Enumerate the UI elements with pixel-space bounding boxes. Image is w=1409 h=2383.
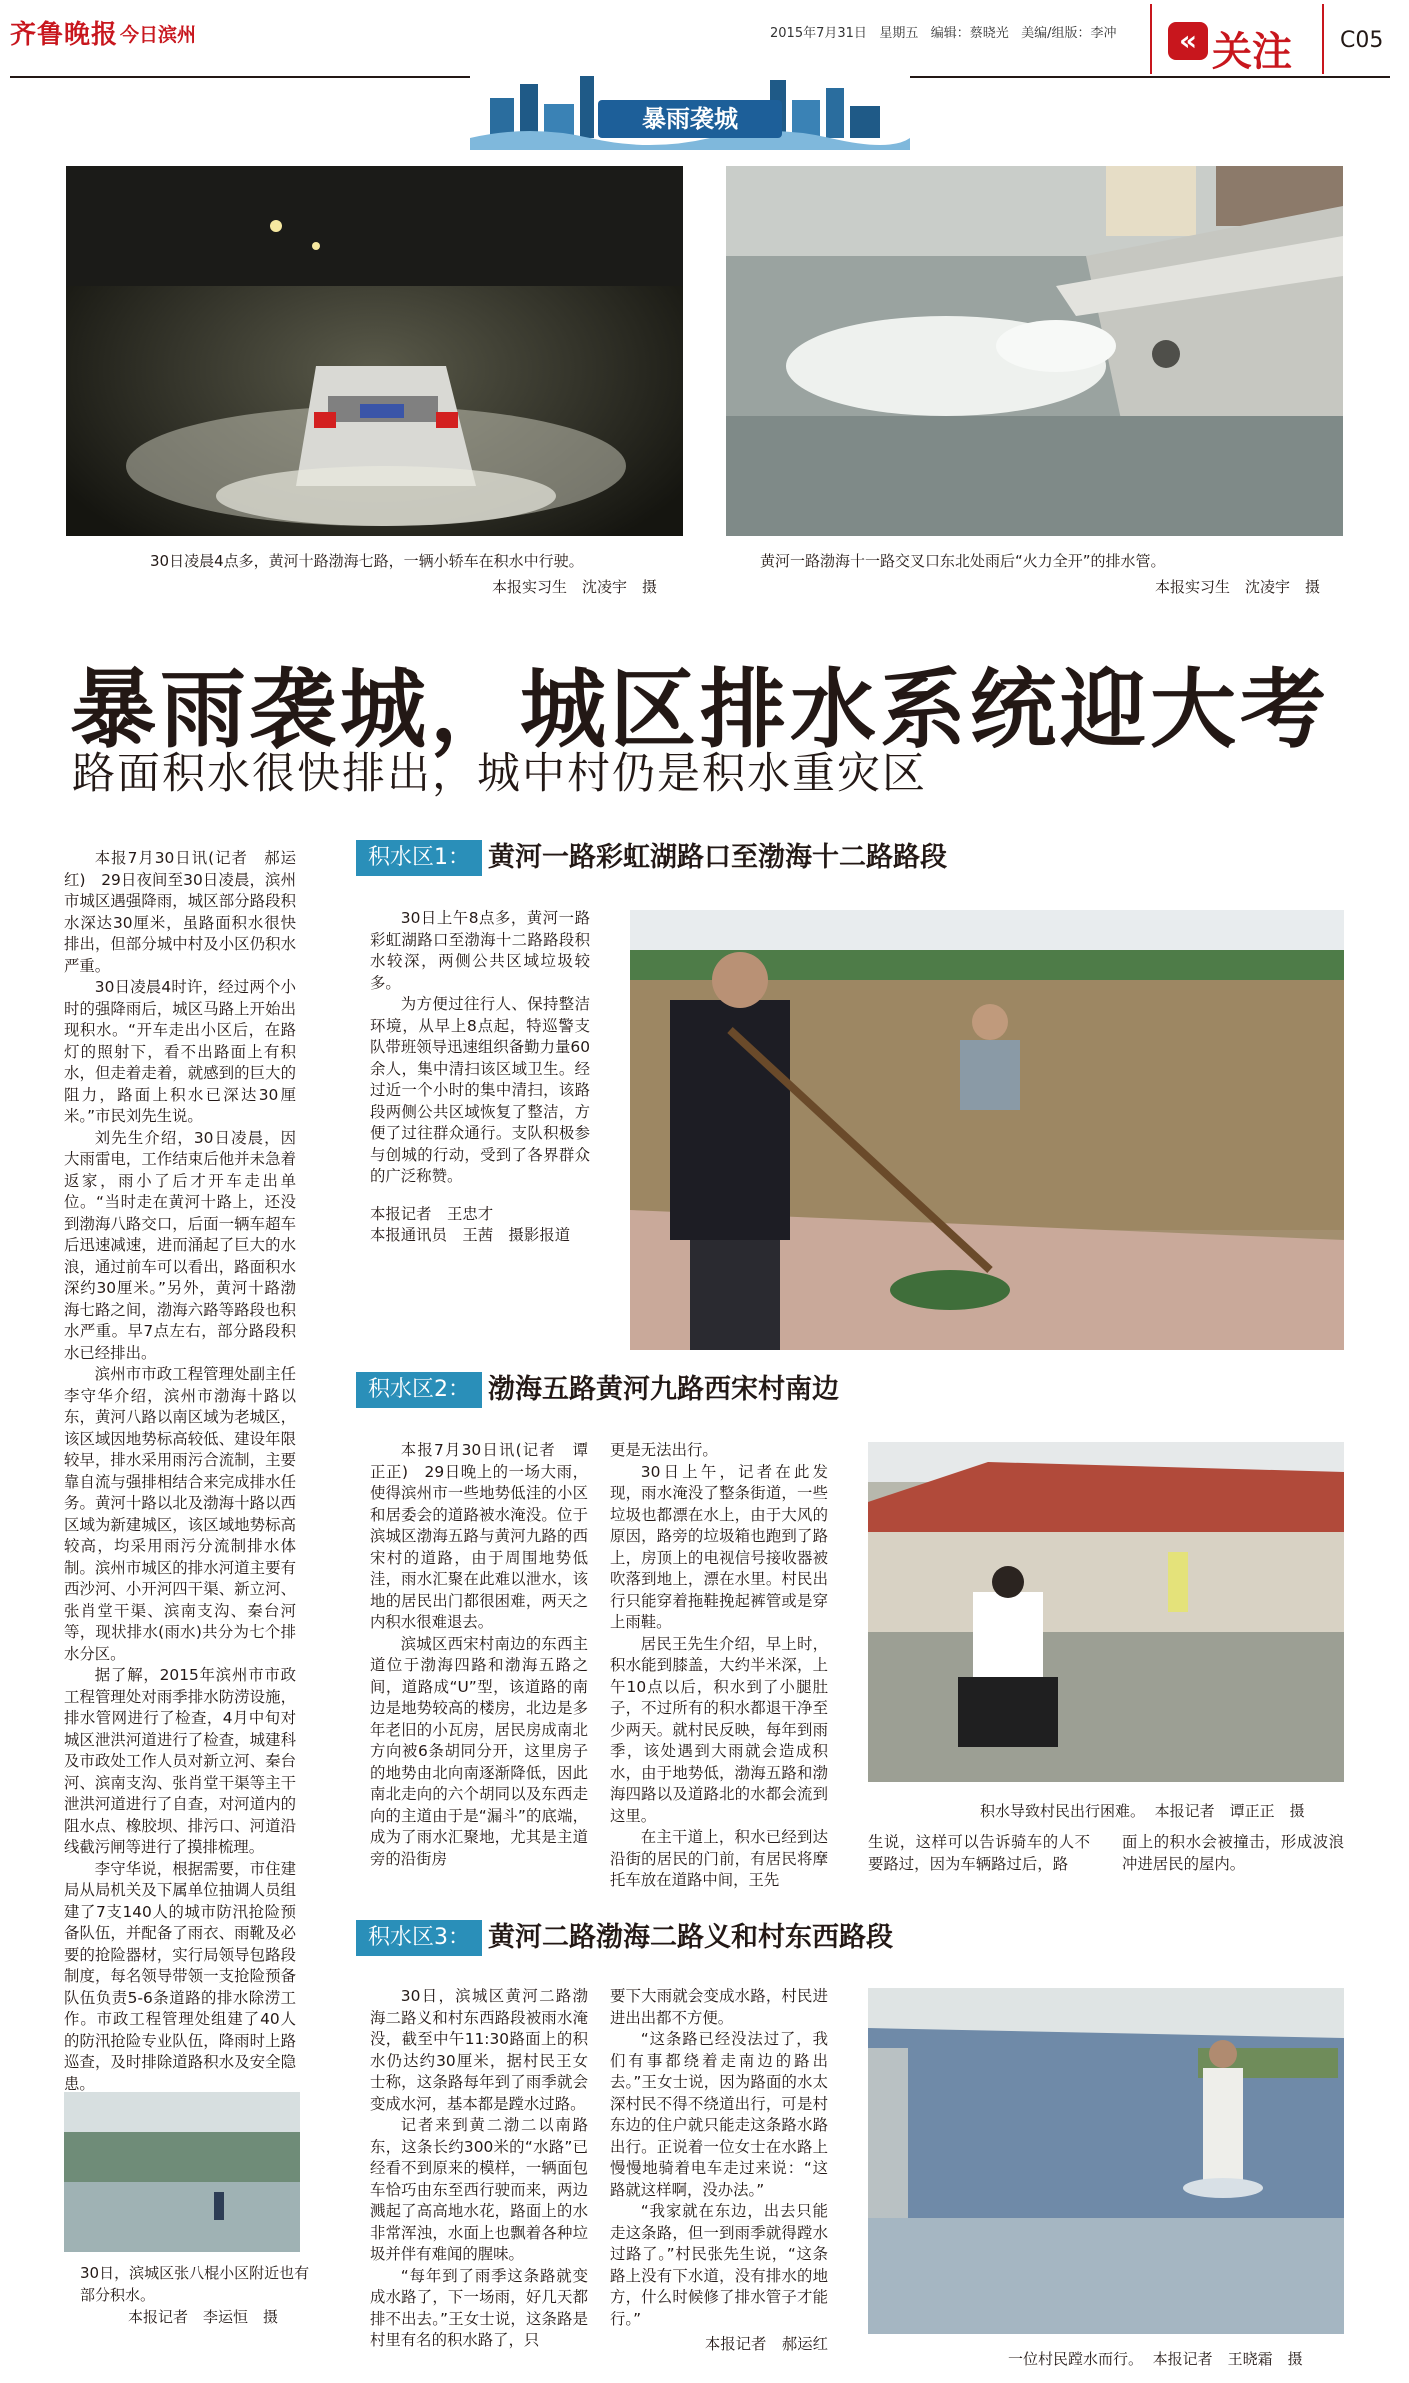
drain-pipe-credit: 本报实习生 沈凌宇 摄 <box>1155 578 1321 596</box>
banner-label: 暴雨袭城 <box>642 105 738 133</box>
storm-city-banner <box>470 60 910 150</box>
night-car-credit: 本报实习生 沈凌宇 摄 <box>492 578 658 596</box>
section-1-paragraph: 30日上午8点多，黄河一路彩虹湖路口至渤海十二路路段积水较深，两侧公共区域垃圾较多。 <box>370 909 590 992</box>
section-2-paragraph: 生说，这样可以告诉骑车的人不要路过，因为车辆路过后，路 <box>868 1833 1090 1873</box>
section-2-photo <box>868 1442 1344 1782</box>
lead-article <box>64 848 296 2095</box>
focus-label: 关注 <box>1212 29 1292 75</box>
section-2-photo-caption <box>980 1800 1305 1822</box>
art-credit: 美编/组版：李冲 <box>1021 26 1117 41</box>
night-car-photo <box>66 166 683 536</box>
section-3-column-2 <box>610 1986 828 2356</box>
section-2-paragraph: 滨城区西宋村南边的东西主道位于渤海四路和渤海五路之间，道路成“U”型，该道路的南边是地势较高的楼房，北边是多年老旧的小瓦房，居民房成南北方向被6条胡同分开，这里房子的地势由北向南逐渐降低，因此南北走向的六个胡同以及东西走向的主道由于是“漏斗”的底端，成为了雨水汇聚地，尤其是主道旁的沿街房 <box>370 1634 588 1868</box>
section-2-column-3 <box>868 1832 1090 1875</box>
section-2-column-2 <box>610 1440 828 1892</box>
newspaper-logo: 齐鲁晚报 <box>10 20 119 50</box>
section-3-caption-text: 一位村民蹚水而行。 <box>1008 2350 1144 2368</box>
section-2-paragraph: 更是无法出行。 <box>610 1441 718 1459</box>
lead-paragraph: 据了解，2015年滨州市市政工程管理处对雨季排水防涝设施，排水管网进行了检查，4月中旬对城区泄洪河道进行了检查，城建科及市政处工作人员对新立河、秦台河、滨南支沟、张肖堂干渠等主干泄洪河道进行了自查，对河道内的阻水点、橡胶坝、排污口、河道沿线截污闸等进行了摸排梳理。 <box>64 1666 296 1856</box>
section-2-paragraph: 居民王先生介绍，早上时，积水能到膝盖，大约半米深，上午10点以后，积水到了小腿肚子，不过所有的积水都退干净至少两天。就村民反映，每年到雨季，该处遇到大雨就会造成积水，由于地势低，渤海五路和渤海四路以及道路北的水都会流到这里。 <box>610 1634 828 1825</box>
drain-pipe-caption: 黄河一路渤海十一路交叉口东北处雨后“火力全开”的排水管。 <box>760 552 1166 570</box>
section-name: 今日滨州 <box>120 24 197 46</box>
section-1-byline: 本报通讯员 王茜 摄影报道 <box>370 1226 571 1244</box>
section-2-paragraph: 在主干道上，积水已经到达沿街的居民的门前，有居民将摩托车放在道路中间，王先 <box>610 1828 828 1889</box>
drain-pipe-photo <box>726 166 1343 536</box>
section-2-paragraph: 本报7月30日讯(记者 谭正正) 29日晚上的一场大雨，使得滨州市一些地势低洼的小区和居委会的道路被水淹没。位于滨城区渤海五路与黄河九路的西宋村的道路，由于周围地势低洼，雨水汇聚在此难以泄水，该地的居民出门都很困难，两天之内积水很难退去。 <box>370 1441 588 1631</box>
section-3-photo <box>868 1988 1344 2334</box>
section-1-photo <box>630 910 1344 1350</box>
section-2-paragraph: 面上的积水会被撞击，形成波浪冲进居民的屋内。 <box>1122 1833 1344 1873</box>
section-2-title: 渤海五路黄河九路西宋村南边 <box>488 1374 839 1405</box>
small-flood-photo <box>64 2092 300 2252</box>
section-2-column-4 <box>1122 1832 1344 1875</box>
section-2-column-1 <box>370 1440 588 1870</box>
section-3-paragraph: 记者来到黄二渤二以南路东，这条长约300米的“水路”已经看不到原来的模样，一辆面包车恰巧由东至西行驶而来，两边溅起了高高地水花，路面上的水非常浑浊，水面上也飘着各种垃圾并伴有难闻的腥味。 <box>370 2116 588 2263</box>
section-2-paragraph: 30日上午，记者在此发现，雨水淹没了整条街道，一些垃圾也都漂在水上，由于大风的原因，路旁的垃圾箱也跑到了路上，房顶上的电视信号接收器被吹落到地上，漂在水里。村民出行只能穿着拖鞋挽起裤管或是穿上雨鞋。 <box>610 1462 828 1631</box>
lead-paragraph: 30日凌晨4时许，经过两个小时的强降雨后，城区马路上开始出现积水。“开车走出小区后，在路灯的照射下，看不出路面上有积水，但走着走着，就感到的巨大的阻力，路面上积水已深达30厘米。”市民刘先生说。 <box>64 978 296 1125</box>
lead-paragraph: 李守华说，根据需要，市住建局从局机关及下属单位抽调人员组建了7支140人的城市防汛抢险预备队伍，并配备了雨衣、雨靴及必要的抢险器材，实行局领导包路段制度，每名领导带领一支抢险预备队伍负责5-6条道路的排水除涝工作。市政工程管理处组建了40人的防汛抢险专业队伍，降雨时上路巡查，及时排除道路积水及安全隐患。 <box>64 1859 296 2093</box>
section-1-header <box>356 840 1344 876</box>
section-1-article <box>370 908 590 1247</box>
section-3-paragraph: “每年到了雨季这条路就变成水路了，下一场雨，好几天都排不出去。”王女士说，这条路是村里有名的积水路了，只 <box>370 2266 588 2349</box>
section-1-title: 黄河一路彩虹湖路口至渤海十二路路段 <box>488 842 947 873</box>
double-chevron-icon: « <box>1168 22 1208 60</box>
section-1-byline: 本报记者 王忠才 <box>370 1204 494 1223</box>
headline: 暴雨袭城，城区排水系统迎大考 <box>70 660 1330 760</box>
section-2-tag: 积水区2： <box>356 1372 482 1408</box>
lead-paragraph: 滨州市市政工程管理处副主任李守华介绍，滨州市渤海十路以东，黄河八路以南区域为老城区，该区域因地势标高较低、建设年限较早，排水采用雨污合流制，主要靠自流与强排相结合来完成排水任务。黄河十路以北及渤海十路以西区域为新建城区，该区域地势标高较高，均采用雨污分流制排水体制。滨州市城区的排水河道主要有西沙河、小开河四干渠、新立河、张肖堂干渠、滨南支沟、秦台河等，现状排水(雨水)共分为七个排水分区。 <box>64 1365 296 1663</box>
section-3-paragraph: 30日，滨城区黄河二路渤海二路义和村东西路段被雨水淹没，截至中午11:30路面上的积水仍达约30厘米，据村民王女士称，这条路每年到了雨季就会变成水河，基本都是蹚水过路。 <box>370 1987 588 2113</box>
section-3-tag: 积水区3： <box>356 1920 482 1956</box>
lead-paragraph: 刘先生介绍，30日凌晨，因大雨雷电，工作结束后他并未急着返家，雨小了后才开车走出单位。“当时走在黄河十路上，还没到渤海八路交口，后面一辆车超车后迅速减速，进而涌起了巨大的水浪，通过前车可以看出，路面积水深约30厘米。”另外，黄河十路渤海七路之间，渤海六路等路段也积水严重。早7点左右，部分路段积水已经排出。 <box>64 1128 296 1362</box>
issue-weekday: 星期五 <box>879 26 919 41</box>
section-3-byline: 本报记者 郝运红 <box>704 2335 828 2353</box>
section-3-column-1 <box>370 1986 588 2352</box>
section-2-caption-text: 积水导致村民出行困难。 <box>980 1802 1146 1820</box>
section-1-paragraph: 为方便过往行人、保持整洁环境，从早上8点起，特巡警支队带班领导迅速组织备勤力量60余人，集中清扫该区域卫生。经过近一个小时的集中清扫，该路段两侧公共区域恢复了整洁，方便了过往群众通行。支队积极参与创城的行动，受到了各界群众的广泛称赞。 <box>370 995 590 1185</box>
issue-date: 2015年7月31日 <box>770 26 867 41</box>
section-1-tag: 积水区1： <box>356 840 482 876</box>
section-3-paragraph: 要下大雨就会变成水路，村民进进出出都不方便。 <box>610 1987 828 2027</box>
section-3-caption-credit: 本报记者 王晓霜 摄 <box>1152 2350 1303 2368</box>
night-car-caption: 30日凌晨4点多，黄河十路渤海七路，一辆小轿车在积水中行驶。 <box>150 552 584 570</box>
small-flood-caption: 30日，滨城区张八棍小区附近也有部分积水。 <box>80 2264 310 2304</box>
section-3-header <box>356 1920 1344 1956</box>
section-3-paragraph: “这条路已经没法过了，我们有事都绕着走南边的路出去。”王女士说，因为路面的水太深村民不得不绕道出行，可是村东边的住户就只能走这条路水路出行。正说着一位女士在水路上慢慢地骑着电车走过来说：“这路就这样啊，没办法。” <box>610 2030 828 2199</box>
section-2-header <box>356 1372 1344 1408</box>
editor-credit: 编辑：蔡晓光 <box>930 26 1009 41</box>
section-3-title: 黄河二路渤海二路义和村东西路段 <box>488 1922 893 1953</box>
page-number: C05 <box>1340 28 1384 53</box>
issue-meta <box>770 22 1117 41</box>
section-3-photo-caption <box>1008 2348 1303 2370</box>
subheadline: 路面积水很快排出，城中村仍是积水重灾区 <box>72 749 927 799</box>
section-3-paragraph: “我家就在东边，出去只能走这条路，但一到雨季就得蹚水过路了。”村民张先生说，“这条路上没有下水道，没有排水的地方，什么时候修了排水管子才能行。” <box>610 2202 828 2328</box>
lead-paragraph: 本报7月30日讯(记者 郝运红) 29日夜间至30日凌晨，滨州市城区遇强降雨，城区部分路段积水深达30厘米，虽路面积水很快排出，但部分城中村及小区仍积水严重。 <box>64 849 296 975</box>
small-flood-credit: 本报记者 李运恒 摄 <box>128 2308 279 2326</box>
section-2-caption-credit: 本报记者 谭正正 摄 <box>1154 1802 1305 1820</box>
